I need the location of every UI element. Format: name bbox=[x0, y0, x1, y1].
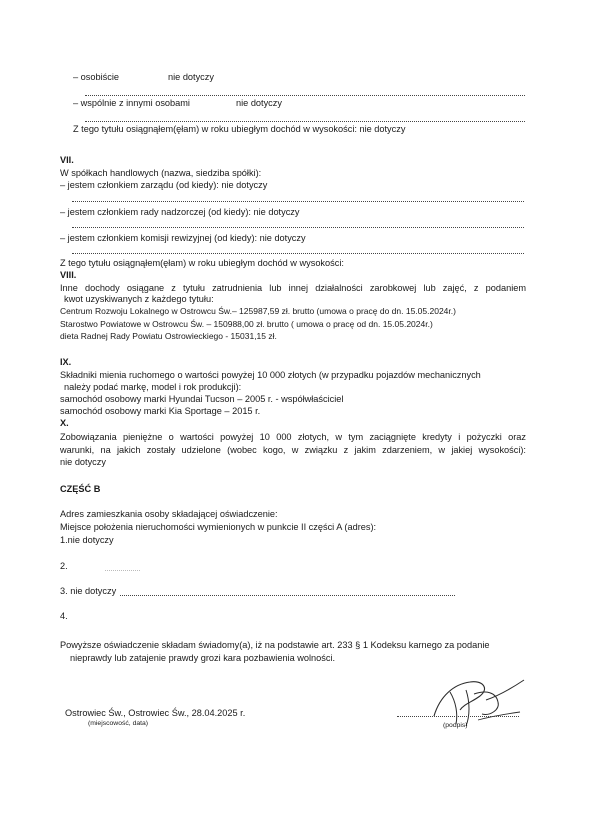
place-date: Ostrowiec Św., Ostrowiec Św., 28.04.2025 r. bbox=[65, 708, 246, 718]
sec10-heading: X. bbox=[60, 418, 69, 428]
statement-line2: nieprawdy lub zatajenie prawdy grozi kara pozbawienia wolności. bbox=[70, 653, 336, 663]
sec8-item1: Centrum Rozwoju Lokalnego w Ostrowcu Św.– 125987,59 zł. brutto (umowa o pracę do dn. 15.05.2024r.) bbox=[60, 306, 456, 316]
partb-line4: 4. bbox=[60, 611, 68, 621]
faint-dotted-line bbox=[105, 570, 140, 571]
sec10-text-line1: Zobowiązania pieniężne o wartości powyżej 10 000 złotych, w tym zaciągnięte kredyty i pożyczki oraz bbox=[60, 432, 526, 442]
sec8-item2: Starostwo Powiatowe w Ostrowcu Św. – 150988,00 zł. brutto ( umowa o pracę od dn. 15.05.2024r.) bbox=[60, 319, 433, 329]
dotted-line bbox=[72, 253, 524, 254]
dotted-line bbox=[85, 121, 525, 122]
statement-line1: Powyższe oświadczenie składam świadomy(a), iż na podstawie art. 233 § 1 Kodeksu karnego za podanie bbox=[60, 640, 490, 650]
signature-dotted-line bbox=[397, 716, 519, 717]
osobiscie-value: nie dotyczy bbox=[168, 72, 214, 82]
sec9-text-line1: Składniki mienia ruchomego o wartości powyżej 10 000 złotych (w przypadku pojazdów mechanicznych bbox=[60, 370, 481, 380]
signature-image bbox=[420, 672, 530, 730]
sec7-komisja: – jestem członkiem komisji rewizyjnej (od kiedy): nie dotyczy bbox=[60, 233, 306, 243]
sec7-zarzad: – jestem członkiem zarządu (od kiedy): nie dotyczy bbox=[60, 180, 268, 190]
dotted-line bbox=[72, 227, 524, 228]
sec7-intro: W spółkach handlowych (nazwa, siedziba spółki): bbox=[60, 168, 262, 178]
sec8-text-line1: Inne dochody osiągane z tytułu zatrudnienia lub innej działalności zarobkowej lub zajęć, z podaniem bbox=[60, 283, 526, 293]
sec9-heading: IX. bbox=[60, 357, 72, 367]
dotted-line bbox=[72, 201, 524, 202]
sec8-item3: dieta Radnej Rady Powiatu Ostrowieckiego - 15031,15 zł. bbox=[60, 331, 277, 341]
partb-heading: CZĘŚĆ B bbox=[60, 484, 101, 494]
sec6-income-line: Z tego tytułu osiągnąłem(ęłam) w roku ubiegłym dochód w wysokości: nie dotyczy bbox=[73, 124, 406, 134]
sec10-value: nie dotyczy bbox=[60, 457, 106, 467]
osobiscie-label: – osobiście bbox=[73, 72, 119, 82]
sec7-heading: VII. bbox=[60, 155, 74, 165]
wspolnie-label: – wspólnie z innymi osobami bbox=[73, 98, 190, 108]
dotted-line bbox=[85, 95, 525, 96]
sec7-rada: – jestem członkiem rady nadzorczej (od kiedy): nie dotyczy bbox=[60, 207, 300, 217]
sec8-text-line2: kwot uzyskiwanych z każdego tytułu: bbox=[64, 294, 214, 304]
sec8-heading: VIII. bbox=[60, 270, 77, 280]
sec9-text-line2: należy podać markę, model i rok produkcji): bbox=[64, 382, 242, 392]
partb-line1: 1.nie dotyczy bbox=[60, 535, 114, 545]
sec9-item2: samochód osobowy marki Kia Sportage – 2015 r. bbox=[60, 406, 261, 416]
partb-line3: 3. nie dotyczy bbox=[60, 586, 117, 596]
signature-caption: (podpis) bbox=[443, 722, 468, 729]
partb-address-label: Adres zamieszkania osoby składającej oświadczenie: bbox=[60, 509, 278, 519]
place-date-caption: (miejscowość, data) bbox=[88, 720, 149, 727]
sec7-income-line: Z tego tytułu osiągnąłem(ęłam) w roku ubiegłym dochód w wysokości: bbox=[60, 258, 344, 268]
sec10-text-line2: warunki, na jakich zostały udzielone (wobec kogo, w związku z jakim zdarzeniem, w jakiej wysokości): bbox=[60, 445, 526, 455]
wspolnie-value: nie dotyczy bbox=[236, 98, 282, 108]
sec9-item1: samochód osobowy marki Hyundai Tucson – 2005 r. - współwłaściciel bbox=[60, 394, 344, 404]
partb-property-label: Miejsce położenia nieruchomości wymienionych w punkcie II części A (adres): bbox=[60, 522, 377, 532]
dotted-line bbox=[120, 595, 455, 596]
partb-line2: 2. bbox=[60, 561, 68, 571]
